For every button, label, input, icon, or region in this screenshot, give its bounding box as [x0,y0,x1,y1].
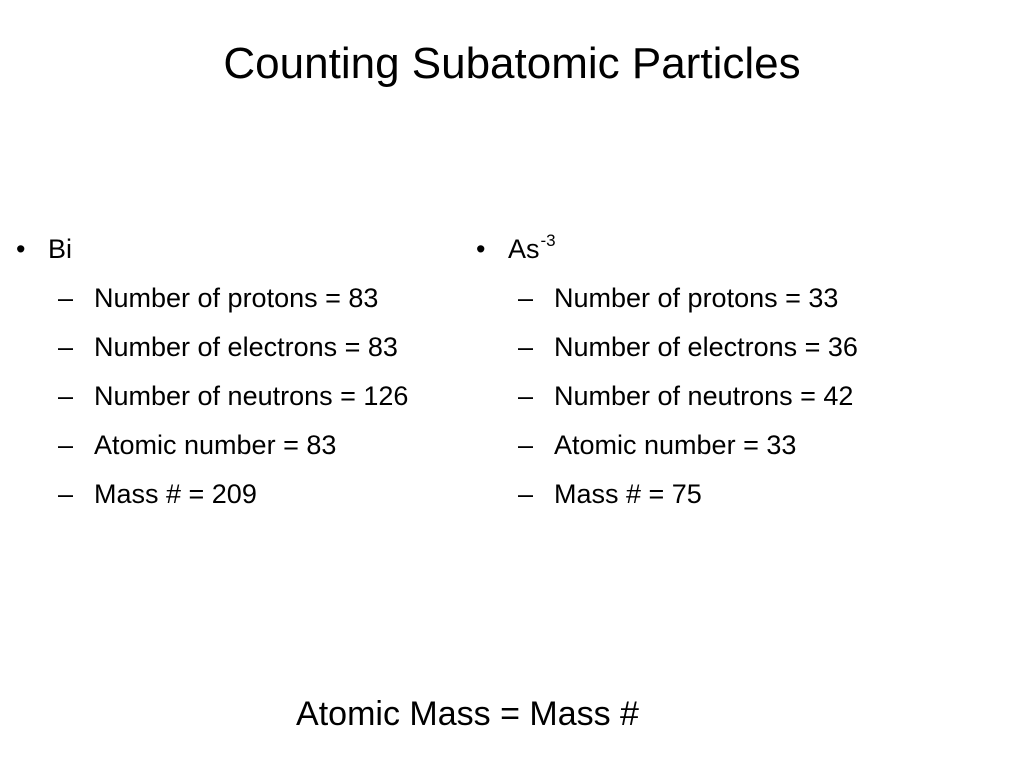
bullet-icon: • [476,234,486,264]
dash-icon: – [518,430,534,460]
list-item [476,473,996,515]
list-item-text: Atomic number = 33 [554,430,797,460]
bullet-icon: • [16,234,26,264]
dash-icon: – [58,479,74,509]
element-heading-bi [16,228,466,270]
element-heading-as [476,228,996,270]
dash-icon: – [58,283,74,313]
list-item-text: Atomic number = 83 [94,430,337,460]
list-item [16,375,466,417]
left-column [16,228,466,522]
list-item-text: Number of electrons = 36 [554,332,858,362]
dash-icon: – [518,381,534,411]
right-column [476,228,996,522]
list-item-text: Number of electrons = 83 [94,332,398,362]
list-item-text: Mass # = 75 [554,479,702,509]
list-item [16,473,466,515]
dash-icon: – [518,283,534,313]
list-item-text: Mass # = 209 [94,479,257,509]
list-item [476,375,996,417]
element-symbol: As [508,234,540,264]
list-item [476,326,996,368]
list-item [476,424,996,466]
list-item [16,424,466,466]
list-item-text: Number of protons = 33 [554,283,839,313]
list-item [16,277,466,319]
footer-note: Atomic Mass = Mass # [296,695,639,733]
list-item [16,326,466,368]
dash-icon: – [58,430,74,460]
charge-superscript: -3 [540,231,556,250]
list-item [476,277,996,319]
dash-icon: – [518,332,534,362]
list-item-text: Number of neutrons = 42 [554,381,854,411]
dash-icon: – [58,381,74,411]
list-item-text: Number of neutrons = 126 [94,381,409,411]
list-item-text: Number of protons = 83 [94,283,379,313]
dash-icon: – [58,332,74,362]
dash-icon: – [518,479,534,509]
slide-title: Counting Subatomic Particles [223,39,801,88]
element-symbol: Bi [48,234,73,264]
